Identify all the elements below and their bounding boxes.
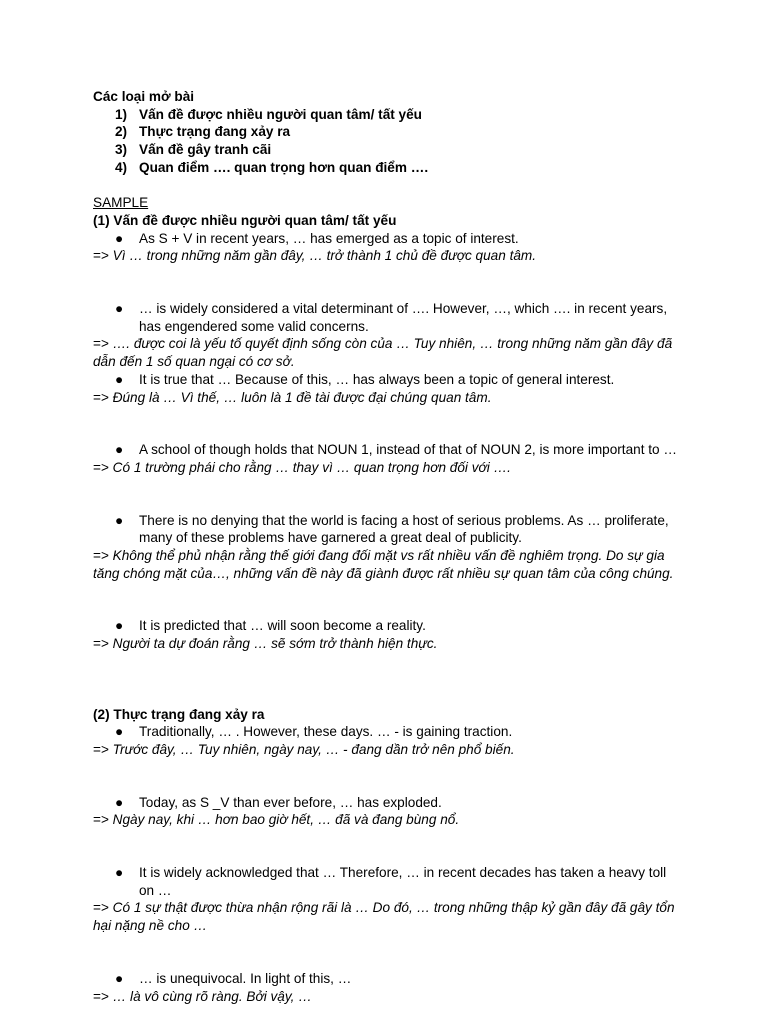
vietnamese-translation [93,988,685,1006]
vietnamese-text: Vì … trong những năm gần đây, … trở thành 1 chủ đề được quan tâm. [112,248,537,264]
vietnamese-text: Có 1 sự thật được thừa nhận rộng rãi là … Do đó, … trong những thập kỷ gần đây đã gây tổn hại nặng nề cho … [93,900,675,934]
bullet-icon: ● [115,724,124,740]
vietnamese-translation [93,335,685,370]
bullet-icon: ● [115,230,124,246]
english-text: A school of though holds that NOUN 1, instead of that of NOUN 2, is more important to … [139,442,677,458]
arrow-marker: => [93,459,109,475]
intro-type-item [93,106,685,124]
english-text: As S + V in recent years, … has emerged as a topic of interest. [139,230,519,246]
sample-item [93,441,685,476]
intro-type-text: Quan điểm …. quan trọng hơn quan điểm …. [139,159,429,175]
vietnamese-text: Người ta dự đoán rằng … sẽ sớm trở thành hiện thực. [112,636,438,652]
bullet-icon: ● [115,970,124,986]
bullet-icon: ● [115,512,124,528]
bullet-icon: ● [115,618,124,634]
sample-item [93,970,685,1005]
sample-item [93,371,685,406]
vietnamese-translation [93,741,685,759]
bullet-icon: ● [115,865,124,881]
vietnamese-translation [93,899,685,934]
english-phrase [93,512,685,547]
vietnamese-text: Đúng là … Vì thế, … luôn là 1 đề tài được đại chúng quan tâm. [112,389,492,405]
list-number: 3) [115,142,128,158]
section-heading: (1) Vấn đề được nhiều người quan tâm/ tất yếu [93,212,397,228]
english-text: … is unequivocal. In light of this, … [139,970,352,986]
arrow-marker: => [93,336,109,352]
arrow-marker: => [93,900,109,916]
vietnamese-translation [93,247,685,265]
list-number: 4) [115,159,128,175]
vietnamese-text: Có 1 trường phái cho rằng … thay vì … quan trọng hơn đối với …. [112,459,511,475]
intro-type-text: Thực trạng đang xảy ra [139,124,291,140]
arrow-marker: => [93,389,109,405]
arrow-marker: => [93,741,109,757]
intro-type-item [93,123,685,141]
bullet-icon: ● [115,301,124,317]
sample-label: SAMPLE [93,195,149,211]
english-phrase [93,794,685,812]
sample-item [93,512,685,583]
vietnamese-translation [93,811,685,829]
english-text: It is true that … Because of this, … has always been a topic of general interest. [139,371,615,387]
bullet-icon: ● [115,442,124,458]
english-text: Today, as S _V than ever before, … has exploded. [139,794,442,810]
english-phrase [93,864,685,899]
intro-type-item [93,141,685,159]
vietnamese-translation [93,389,685,407]
english-phrase [93,371,685,389]
vietnamese-translation [93,547,685,582]
vietnamese-text: …. được coi là yếu tố quyết định sống còn của … Tuy nhiên, … trong những năm gần đây đã dẫn đến 1 số quan ngại có cơ sở. [93,336,673,370]
bullet-icon: ● [115,794,124,810]
list-number: 1) [115,106,128,122]
section-heading: (2) Thực trạng đang xảy ra [93,706,265,722]
document-title: Các loại mở bài [93,89,195,104]
sample-item [93,300,685,371]
list-number: 2) [115,124,128,140]
sample-item [93,617,685,652]
sample-item [93,794,685,829]
english-phrase [93,723,685,741]
english-phrase [93,300,685,335]
vietnamese-translation [93,459,685,477]
intro-types-list [93,106,685,177]
vietnamese-text: Không thể phủ nhận rằng thế giới đang đối mặt vs rất nhiều vấn đề nghiêm trọng. Do sự gia tăng chóng mặt của…, những vấn đề này đã giành được rất nhiều sự quan tâm của công chúng. [93,548,674,581]
english-text: … is widely considered a vital determinant of …. However, …, which …. in recent years, has engendered some valid concerns. [139,301,668,334]
english-text: It is widely acknowledged that … Therefore, … in recent decades has taken a heavy toll on … [139,865,667,898]
arrow-marker: => [93,636,109,652]
arrow-marker: => [93,548,109,564]
sample-item [93,864,685,935]
intro-type-item [93,159,685,177]
english-phrase [93,230,685,248]
intro-type-text: Vấn đề gây tranh cãi [139,142,272,158]
vietnamese-text: … là vô cùng rõ ràng. Bởi vậy, … [112,988,312,1004]
english-text: There is no denying that the world is facing a host of serious problems. As … proliferate, many of these problems have garnered a great deal of publicity. [139,512,669,546]
english-phrase [93,970,685,988]
document-page [93,88,685,1005]
sample-item [93,723,685,758]
english-text: Traditionally, … . However, these days. … - is gaining traction. [139,724,513,740]
english-phrase [93,441,685,459]
english-phrase [93,617,685,635]
vietnamese-text: Trước đây, … Tuy nhiên, ngày nay, … - đang dần trở nên phổ biến. [112,741,515,757]
intro-type-text: Vấn đề được nhiều người quan tâm/ tất yếu [139,106,422,122]
vietnamese-translation [93,635,685,653]
sample-item [93,230,685,265]
arrow-marker: => [93,812,109,828]
arrow-marker: => [93,988,109,1004]
bullet-icon: ● [115,371,124,387]
vietnamese-text: Ngày nay, khi … hơn bao giờ hết, … đã và đang bùng nổ. [112,812,460,828]
english-text: It is predicted that … will soon become a reality. [139,618,426,634]
arrow-marker: => [93,248,109,264]
